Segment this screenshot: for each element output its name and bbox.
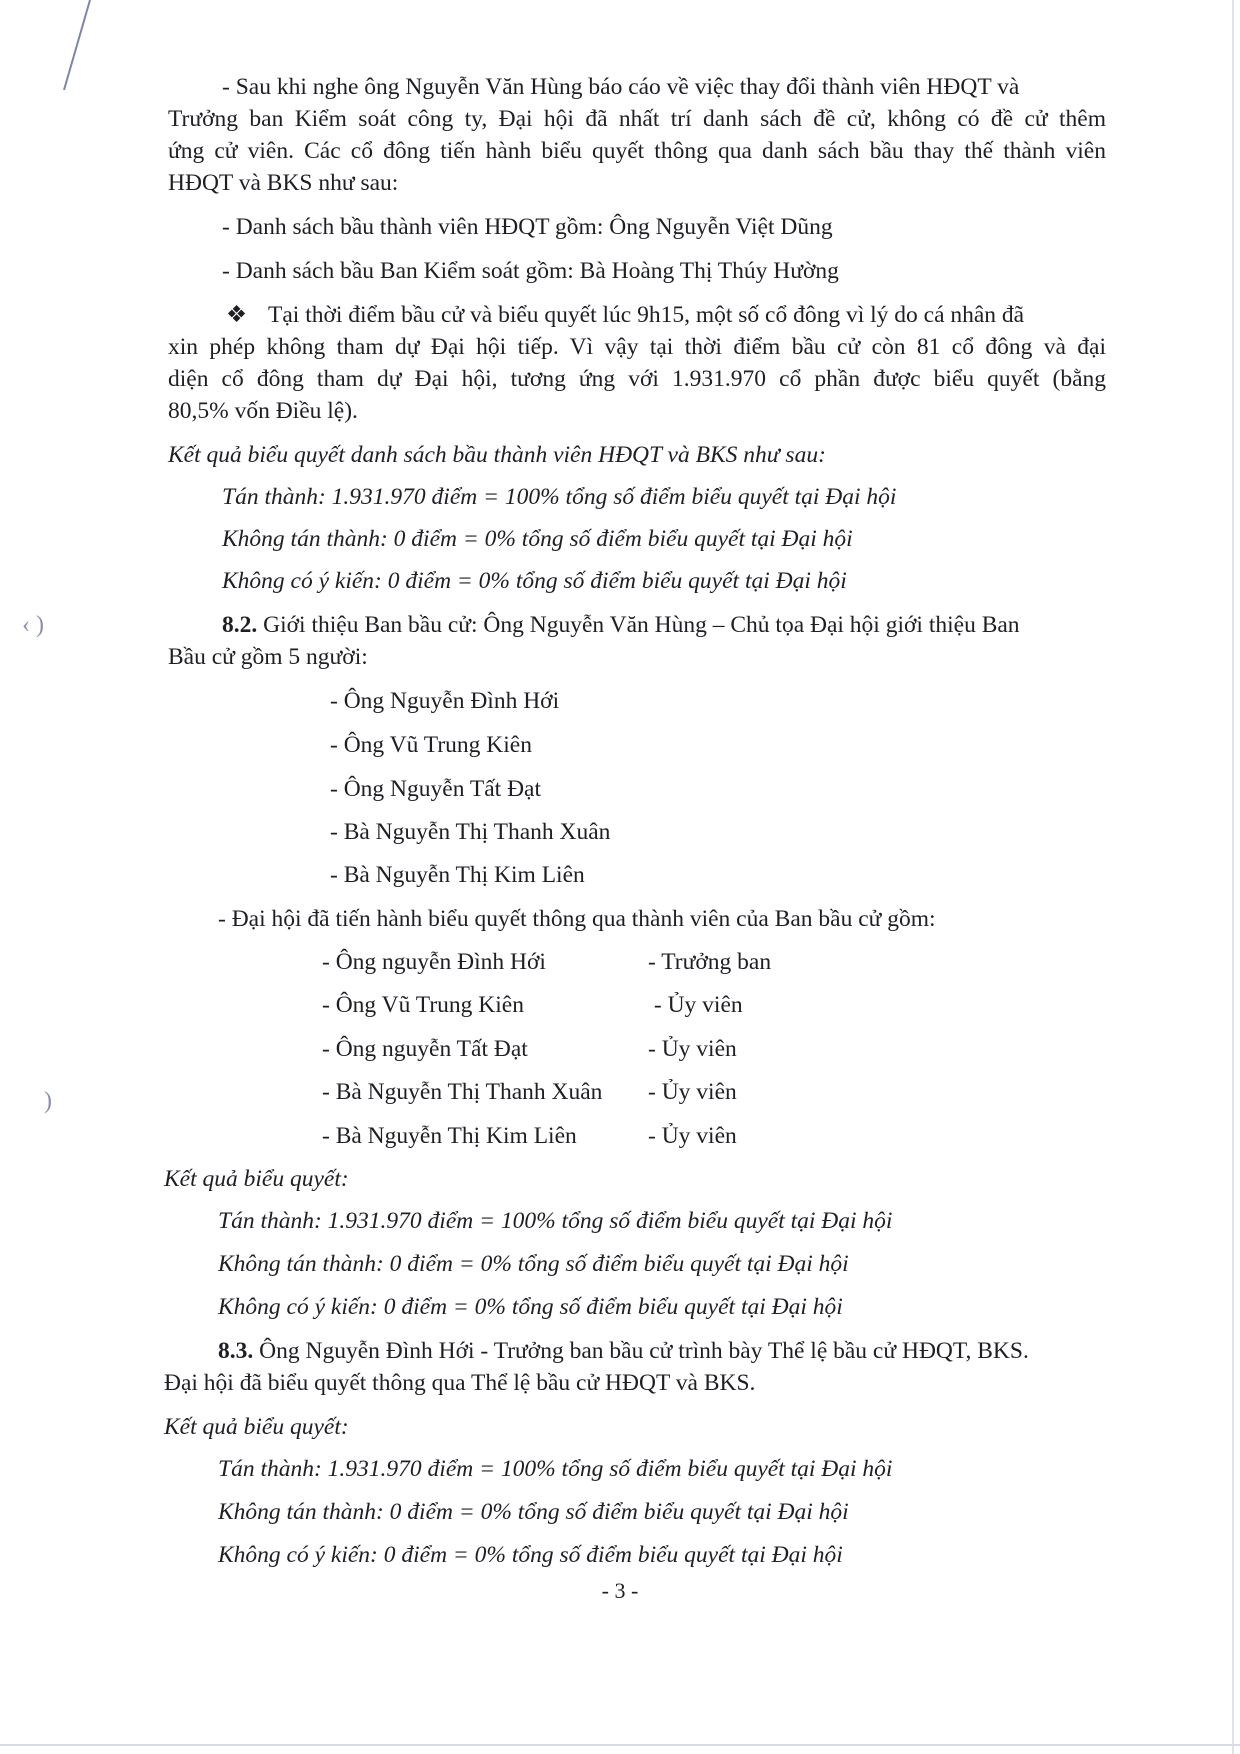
margin-mark-top: ‹ ) bbox=[22, 612, 44, 638]
member-3: - Ông Nguyễn Tất Đạt bbox=[330, 776, 542, 802]
page-bottom-edge bbox=[0, 1744, 1240, 1746]
role-row-1 bbox=[322, 947, 771, 977]
result2-no-opinion: Không có ý kiến: 0 điểm = 0% tổng số điểm biểu quyết tại Đại hội bbox=[218, 1294, 843, 1320]
role-name-4: - Bà Nguyễn Thị Thanh Xuân bbox=[322, 1079, 603, 1105]
list-hdqt: - Danh sách bầu thành viên HĐQT gồm: Ông Nguyễn Việt Dũng bbox=[222, 214, 833, 240]
role-name-1: - Ông nguyễn Đình Hới bbox=[322, 949, 546, 975]
sec83-line1-text: Ông Nguyễn Đình Hới - Trưởng ban bầu cử trình bày Thể lệ bầu cử HĐQT, BKS. bbox=[253, 1338, 1029, 1364]
para2-line4: 80,5% vốn Điều lệ). bbox=[168, 398, 358, 424]
role-title-3: - Ủy viên bbox=[648, 1036, 737, 1062]
para2-line1-text: Tại thời điểm bầu cử và biểu quyết lúc 9h15, một số cổ đông vì lý do cá nhân đã bbox=[268, 302, 1025, 328]
sec83-number: 8.3. bbox=[218, 1338, 254, 1364]
role-title-2: - Ủy viên bbox=[648, 992, 743, 1018]
role-name-3: - Ông nguyễn Tất Đạt bbox=[322, 1036, 528, 1062]
margin-mark-bottom: ) bbox=[44, 1088, 52, 1114]
diamond-bullet-icon: ❖ bbox=[226, 302, 248, 328]
result3-approve: Tán thành: 1.931.970 điểm = 100% tổng số điểm biểu quyết tại Đại hội bbox=[218, 1456, 893, 1482]
role-title-1: - Trưởng ban bbox=[648, 949, 772, 975]
para1-line3: ứng cử viên. Các cổ đông tiến hành biểu quyết thông qua danh sách bầu thay thế thành viên bbox=[168, 138, 1106, 164]
member-4: - Bà Nguyễn Thị Thanh Xuân bbox=[330, 819, 611, 845]
role-row-5 bbox=[322, 1121, 737, 1151]
role-title-5: - Ủy viên bbox=[648, 1123, 737, 1149]
role-name-5: - Bà Nguyễn Thị Kim Liên bbox=[322, 1123, 577, 1149]
sec83-line1 bbox=[218, 1336, 1029, 1366]
result2-approve: Tán thành: 1.931.970 điểm = 100% tổng số điểm biểu quyết tại Đại hội bbox=[218, 1208, 893, 1234]
para1-line4: HĐQT và BKS như sau: bbox=[168, 170, 399, 196]
vote-intro: - Đại hội đã tiến hành biểu quyết thông qua thành viên của Ban bầu cử gồm: bbox=[218, 906, 936, 932]
result1-approve: Tán thành: 1.931.970 điểm = 100% tổng số điểm biểu quyết tại Đại hội bbox=[222, 484, 897, 510]
result1-no-opinion: Không có ý kiến: 0 điểm = 0% tổng số điểm biểu quyết tại Đại hội bbox=[222, 568, 847, 594]
page-number: - 3 - bbox=[601, 1578, 639, 1603]
result2-disapprove: Không tán thành: 0 điểm = 0% tổng số điểm biểu quyết tại Đại hội bbox=[218, 1251, 849, 1277]
sec83-line2: Đại hội đã biểu quyết thông qua Thể lệ bầu cử HĐQT và BKS. bbox=[164, 1370, 756, 1396]
result1-disapprove: Không tán thành: 0 điểm = 0% tổng số điểm biểu quyết tại Đại hội bbox=[222, 526, 853, 552]
scan-edge-line bbox=[60, 0, 94, 90]
member-2: - Ông Vũ Trung Kiên bbox=[330, 732, 532, 758]
para1-line1: - Sau khi nghe ông Nguyễn Văn Hùng báo cáo về việc thay đổi thành viên HĐQT và bbox=[222, 74, 1020, 100]
role-name-2: - Ông Vũ Trung Kiên bbox=[322, 992, 524, 1018]
para2-line1 bbox=[226, 300, 1106, 330]
para2-line3: diện cổ đông tham dự Đại hội, tương ứng với 1.931.970 cổ phần được biểu quyết (bằng bbox=[168, 366, 1106, 392]
result3-disapprove: Không tán thành: 0 điểm = 0% tổng số điểm biểu quyết tại Đại hội bbox=[218, 1499, 849, 1525]
page-right-edge bbox=[1232, 0, 1234, 1754]
role-title-4: - Ủy viên bbox=[648, 1079, 737, 1105]
role-row-2 bbox=[322, 990, 743, 1020]
result2-heading: Kết quả biểu quyết: bbox=[164, 1166, 349, 1192]
member-5: - Bà Nguyễn Thị Kim Liên bbox=[330, 862, 585, 888]
member-1: - Ông Nguyễn Đình Hới bbox=[330, 688, 560, 714]
list-bks: - Danh sách bầu Ban Kiểm soát gồm: Bà Hoàng Thị Thúy Hường bbox=[222, 258, 839, 284]
result1-heading: Kết quả biểu quyết danh sách bầu thành viên HĐQT và BKS như sau: bbox=[168, 442, 826, 468]
sec82-line1 bbox=[222, 610, 1020, 640]
sec82-number: 8.2. bbox=[222, 612, 258, 638]
sec82-line1-text: Giới thiệu Ban bầu cử: Ông Nguyễn Văn Hùng – Chủ tọa Đại hội giới thiệu Ban bbox=[257, 612, 1020, 638]
para2-line2: xin phép không tham dự Đại hội tiếp. Vì vậy tại thời điểm bầu cử còn 81 cổ đông và đại bbox=[168, 334, 1106, 360]
para1-line2: Trưởng ban Kiểm soát công ty, Đại hội đã nhất trí danh sách đề cử, không có đề cử thêm bbox=[168, 106, 1106, 132]
role-row-4 bbox=[322, 1077, 737, 1107]
sec82-line2: Bầu cử gồm 5 người: bbox=[168, 644, 368, 670]
result3-heading: Kết quả biểu quyết: bbox=[164, 1414, 349, 1440]
role-row-3 bbox=[322, 1034, 737, 1064]
result3-no-opinion: Không có ý kiến: 0 điểm = 0% tổng số điểm biểu quyết tại Đại hội bbox=[218, 1542, 843, 1568]
